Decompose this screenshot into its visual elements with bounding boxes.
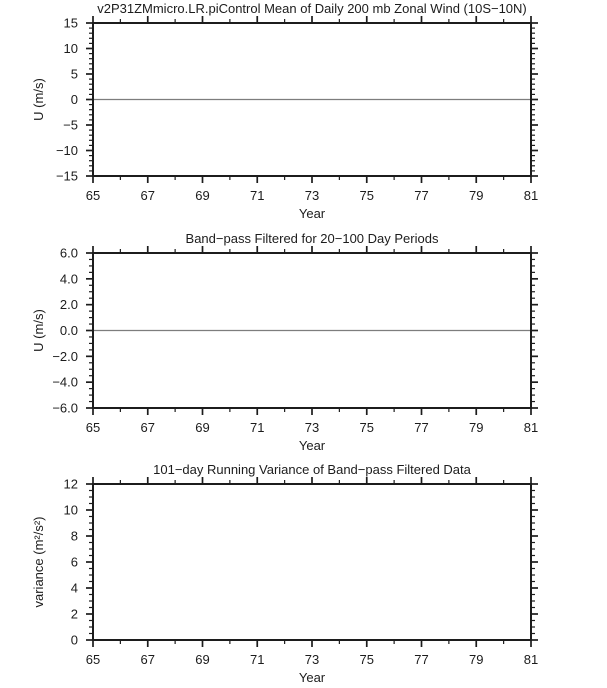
x-tick-label: 73 [304,188,320,203]
x-tick-label: 69 [195,188,210,203]
x-tick-label: 67 [140,652,155,667]
x-tick-label: 67 [140,188,155,203]
y-tick-label: −15 [55,168,78,184]
x-tick-label: 71 [250,420,265,435]
x-tick-label: 71 [250,652,265,667]
panel-title: v2P31ZMmicro.LR.piControl Mean of Daily 200 mb Zonal Wind (10S−10N) [97,1,527,16]
x-tick-label: 81 [523,188,539,203]
x-tick-label: 73 [304,652,320,667]
panel-running-variance [31,462,538,685]
y-tick-label: 5 [70,66,78,82]
y-axis-title: variance (m²/s²) [31,516,46,608]
plot-frame [93,484,531,640]
y-axis-title: U (m/s) [31,309,46,352]
x-tick-label: 65 [85,188,101,203]
y-tick-label: 4.0 [59,271,78,287]
x-tick-label: 81 [523,420,539,435]
x-tick-label: 79 [469,188,484,203]
y-tick-label: 12 [63,476,78,492]
x-tick-label: 79 [469,652,484,667]
x-tick-label: 75 [359,420,374,435]
x-axis-title: Year [298,670,326,685]
y-tick-label: 15 [63,15,78,31]
y-tick-label: 6.0 [59,245,78,261]
x-tick-label: 65 [85,652,101,667]
x-tick-label: 69 [195,652,210,667]
y-tick-label: 4 [70,580,78,596]
panel-mean-zonal-wind [31,1,538,221]
y-tick-label: 0 [70,632,78,648]
y-tick-label: −2.0 [52,348,78,364]
panel-bandpass-filtered [31,231,538,453]
y-tick-label: 0.0 [59,323,78,338]
y-tick-label: 10 [63,502,78,518]
x-tick-label: 77 [414,188,429,203]
y-tick-label: −10 [55,143,78,158]
y-tick-label: 0 [70,92,78,107]
x-tick-label: 77 [414,420,429,435]
x-tick-label: 79 [469,420,484,435]
y-tick-label: 10 [63,41,78,56]
y-tick-label: −4.0 [52,374,78,390]
x-tick-label: 73 [304,420,320,435]
x-tick-label: 81 [523,652,539,667]
panel-title: Band−pass Filtered for 20−100 Day Periods [185,231,439,246]
x-tick-label: 77 [414,652,429,667]
x-tick-label: 69 [195,420,210,435]
x-axis-title: Year [298,438,326,453]
y-tick-label: 8 [70,528,78,544]
x-tick-label: 65 [85,420,101,435]
x-tick-label: 75 [359,188,374,203]
y-tick-label: −5 [63,117,78,133]
y-axis-title: U (m/s) [31,78,46,121]
x-tick-label: 75 [359,652,374,667]
y-tick-label: 2 [70,606,78,622]
y-tick-label: −6.0 [52,400,78,416]
panel-title: 101−day Running Variance of Band−pass Filtered Data [153,462,471,477]
x-tick-label: 67 [140,420,155,435]
y-tick-label: 2.0 [59,297,78,313]
x-tick-label: 71 [250,188,265,203]
x-axis-title: Year [298,206,326,221]
y-tick-label: 6 [70,554,78,570]
